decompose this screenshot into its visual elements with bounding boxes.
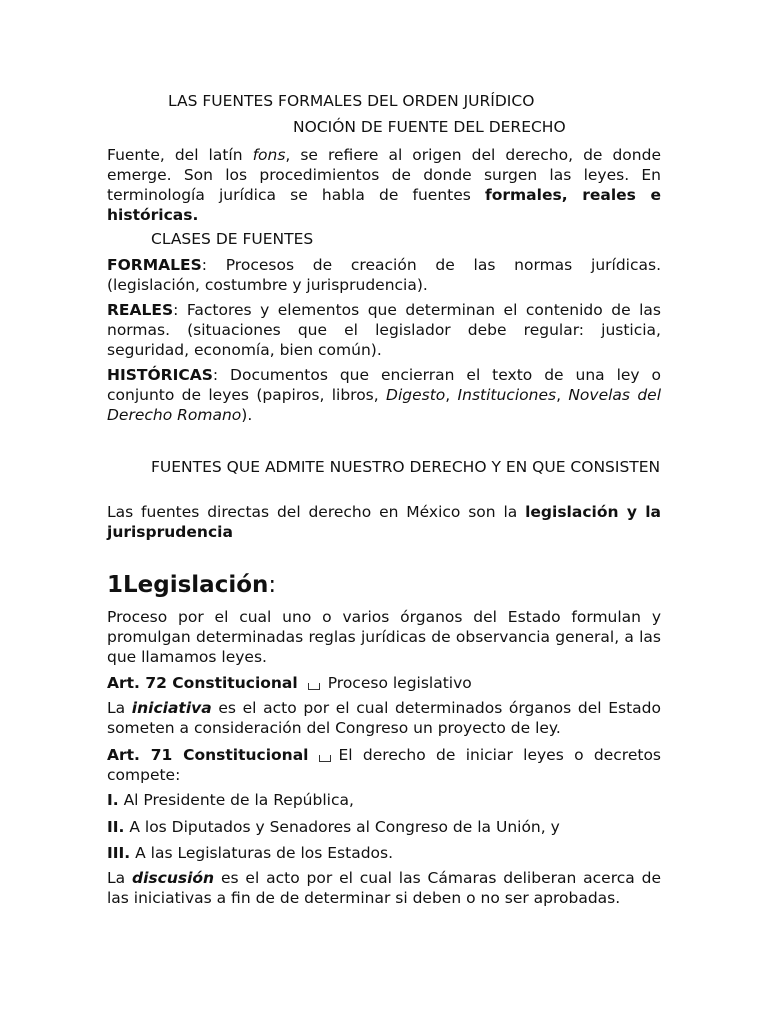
text-run: La — [107, 869, 132, 887]
paragraph-formales — [107, 255, 661, 295]
text-run: es el acto por el cual las Cámaras deliberan acerca de las iniciativas a fin de de determinar si deben o no ser aprobadas. — [107, 869, 661, 907]
text-run: La — [107, 699, 132, 717]
list-number: III. — [107, 844, 131, 862]
paragraph-iniciativa — [107, 698, 661, 738]
list-number: II. — [107, 818, 125, 836]
text-run: , se refiere al origen del derecho, de donde emerge. Son los procedimientos de donde surgen las leyes. En terminología jurídica se habla de fuentes — [107, 146, 661, 204]
text-run: Proceso legislativo — [327, 674, 472, 692]
text-run: : Procesos de creación de las normas jurídicas. (legislación, costumbre y jurisprudencia). — [107, 256, 661, 294]
italic-term: Digesto — [386, 386, 446, 404]
list-text: A las Legislaturas de los Estados. — [130, 844, 394, 862]
list-item — [107, 843, 661, 863]
paragraph-reales — [107, 300, 661, 360]
list-item — [107, 817, 661, 837]
list-item — [107, 790, 661, 810]
heading-text: 1Legislación — [107, 572, 269, 598]
text-run: , — [445, 386, 458, 404]
text-run: , — [556, 386, 569, 404]
text-run: : Factores y elementos que determinan el contenido de las normas. (situaciones que el legislador debe regular: justicia, seguridad, economía, bien común). — [107, 301, 661, 359]
section-heading-legislacion — [107, 571, 661, 599]
list-text: A los Diputados y Senadores al Congreso de la Unión, y — [124, 818, 560, 836]
italic-term: Novelas del Derecho Romano — [107, 386, 662, 424]
heading-colon: : — [268, 572, 277, 598]
section-heading-admite: FUENTES QUE ADMITE NUESTRO DERECHO Y EN QUE CONSISTEN — [151, 458, 661, 476]
bold-italic-term: iniciativa — [131, 699, 212, 717]
bold-term: FORMALES — [107, 256, 202, 274]
paragraph-historicas — [107, 365, 661, 425]
text-run: : Documentos que encierran el texto de una ley o conjunto de leyes (papiros, libros, — [107, 366, 661, 404]
text-run: Fuente, del latín — [107, 146, 253, 164]
bold-term: REALES — [107, 301, 174, 319]
italic-term: Instituciones — [457, 386, 557, 404]
text-run: El derecho de iniciar leyes o decretos compete: — [107, 746, 661, 784]
italic-term: fons — [252, 146, 286, 164]
paragraph-art72 — [107, 673, 661, 693]
text-run: es el acto por el cual determinados órganos del Estado someten a consideración del Congreso un proyecto de ley. — [107, 699, 661, 737]
text-run: ). — [241, 406, 253, 424]
space-symbol-icon — [319, 755, 331, 762]
paragraph-legislacion-def: Proceso por el cual uno o varios órganos del Estado formulan y promulgan determinadas reglas jurídicas de observancia general, a las que llamamos leyes. — [107, 608, 661, 666]
paragraph-art71 — [107, 745, 661, 785]
bold-italic-term: discusión — [132, 869, 215, 887]
bold-term: Art. 72 Constitucional — [107, 674, 298, 692]
bold-term: legislación y la jurisprudencia — [107, 503, 661, 541]
text-run: Las fuentes directas del derecho en México son la — [107, 503, 526, 521]
section-heading-clases: CLASES DE FUENTES — [151, 230, 314, 248]
paragraph-admite — [107, 502, 661, 542]
space-symbol-icon — [308, 683, 320, 690]
intro-paragraph — [107, 145, 661, 225]
bold-term: Art. 71 Constitucional — [107, 746, 309, 764]
bold-term: formales, reales e históricas. — [107, 186, 661, 224]
bold-term: HISTÓRICAS — [107, 366, 213, 384]
list-text: Al Presidente de la República, — [118, 791, 354, 809]
subtitle: NOCIÓN DE FUENTE DEL DERECHO — [293, 118, 566, 136]
list-number: I. — [107, 791, 119, 809]
paragraph-discusion — [107, 868, 661, 908]
main-title: LAS FUENTES FORMALES DEL ORDEN JURÍDICO — [168, 92, 535, 110]
